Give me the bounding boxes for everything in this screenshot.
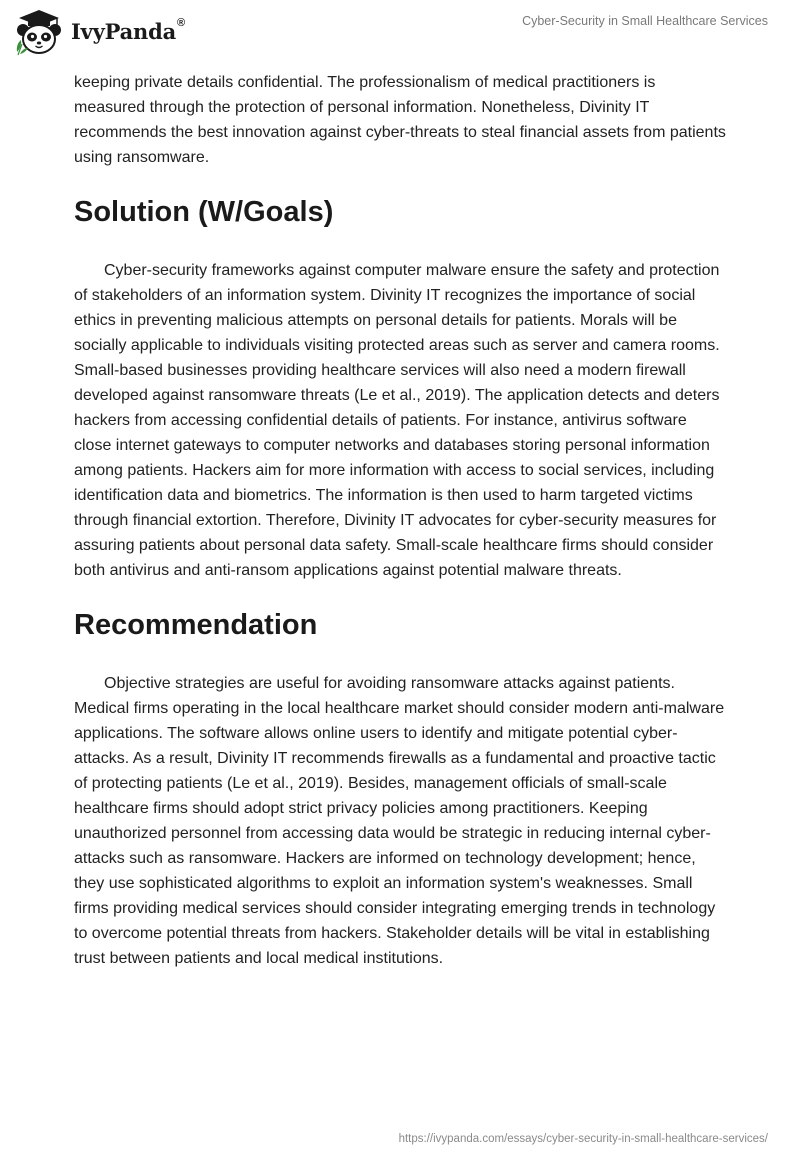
recommendation-paragraph: Objective strategies are useful for avoiding ransomware attacks against patients. Medical firms operating in the local healthcare market should consider modern anti-malware applications. The software allows online users to identify and mitigate potential cyber-attacks. As a result, Divinity IT recommends firewalls as a fundamental and proactive tactic of protecting patients (Le et al., 2019). Besides, management officials of small-scale healthcare firms should adopt strict privacy policies among practitioners. Keeping unauthorized personnel from accessing data would be strategic in reducing internal cyber-attacks such as ransomware. Hackers are informed on technology development; hence, they use sophisticated algorithms to exploit an information system's weaknesses. Small firms providing medical services should consider integrating emerging trends in technology to overcome potential threats from hackers. Stakeholder details will be vital in establishing trust between patients and local medical institutions. bbox=[74, 675, 725, 967]
registered-mark: ® bbox=[177, 16, 185, 29]
recommendation-heading: Recommendation bbox=[74, 609, 318, 641]
solution-paragraph: Cyber-security frameworks against computer malware ensure the safety and protection of stakeholders of an information system. Divinity IT recognizes the importance of social ethics in preventing malicious attempts on personal details for patients. Morals will be socially applicable to individuals visiting protected areas such as server and camera rooms. Small-based businesses providing healthcare services will also need a modern firewall developed against ransomware threats (Le et al., 2019). The application detects and deters hackers from accessing confidential details of patients. For instance, antivirus software close internet gateways to computer networks and databases storing personal information among patients. Hackers aim for more information with access to social services, including identification data and biometrics. The information is then used to harm targeted victims through financial extortion. Therefore, Divinity IT advocates for cyber-security measures for assuring patients about personal data safety. Small-scale healthcare firms should consider both antivirus and anti-ransom applications against potential malware threats. bbox=[74, 262, 720, 579]
essay-body bbox=[74, 70, 726, 971]
source-url[interactable]: https://ivypanda.com/essays/cyber-security-in-small-healthcare-services/ bbox=[398, 1133, 768, 1145]
intro-paragraph: keeping private details confidential. The professionalism of medical practitioners is measured through the protection of personal information. Nonetheless, Divinity IT recommends the best innovation against cyber-threats to steal financial assets from patients using ransomware. bbox=[74, 74, 726, 166]
document-title: Cyber-Security in Small Healthcare Services bbox=[522, 14, 768, 28]
brand-name: IvyPanda® bbox=[71, 16, 185, 44]
page-header bbox=[0, 0, 800, 60]
solution-heading: Solution (W/Goals) bbox=[74, 196, 334, 228]
brand-logo[interactable] bbox=[14, 8, 185, 56]
panda-graduate-icon bbox=[14, 8, 64, 56]
